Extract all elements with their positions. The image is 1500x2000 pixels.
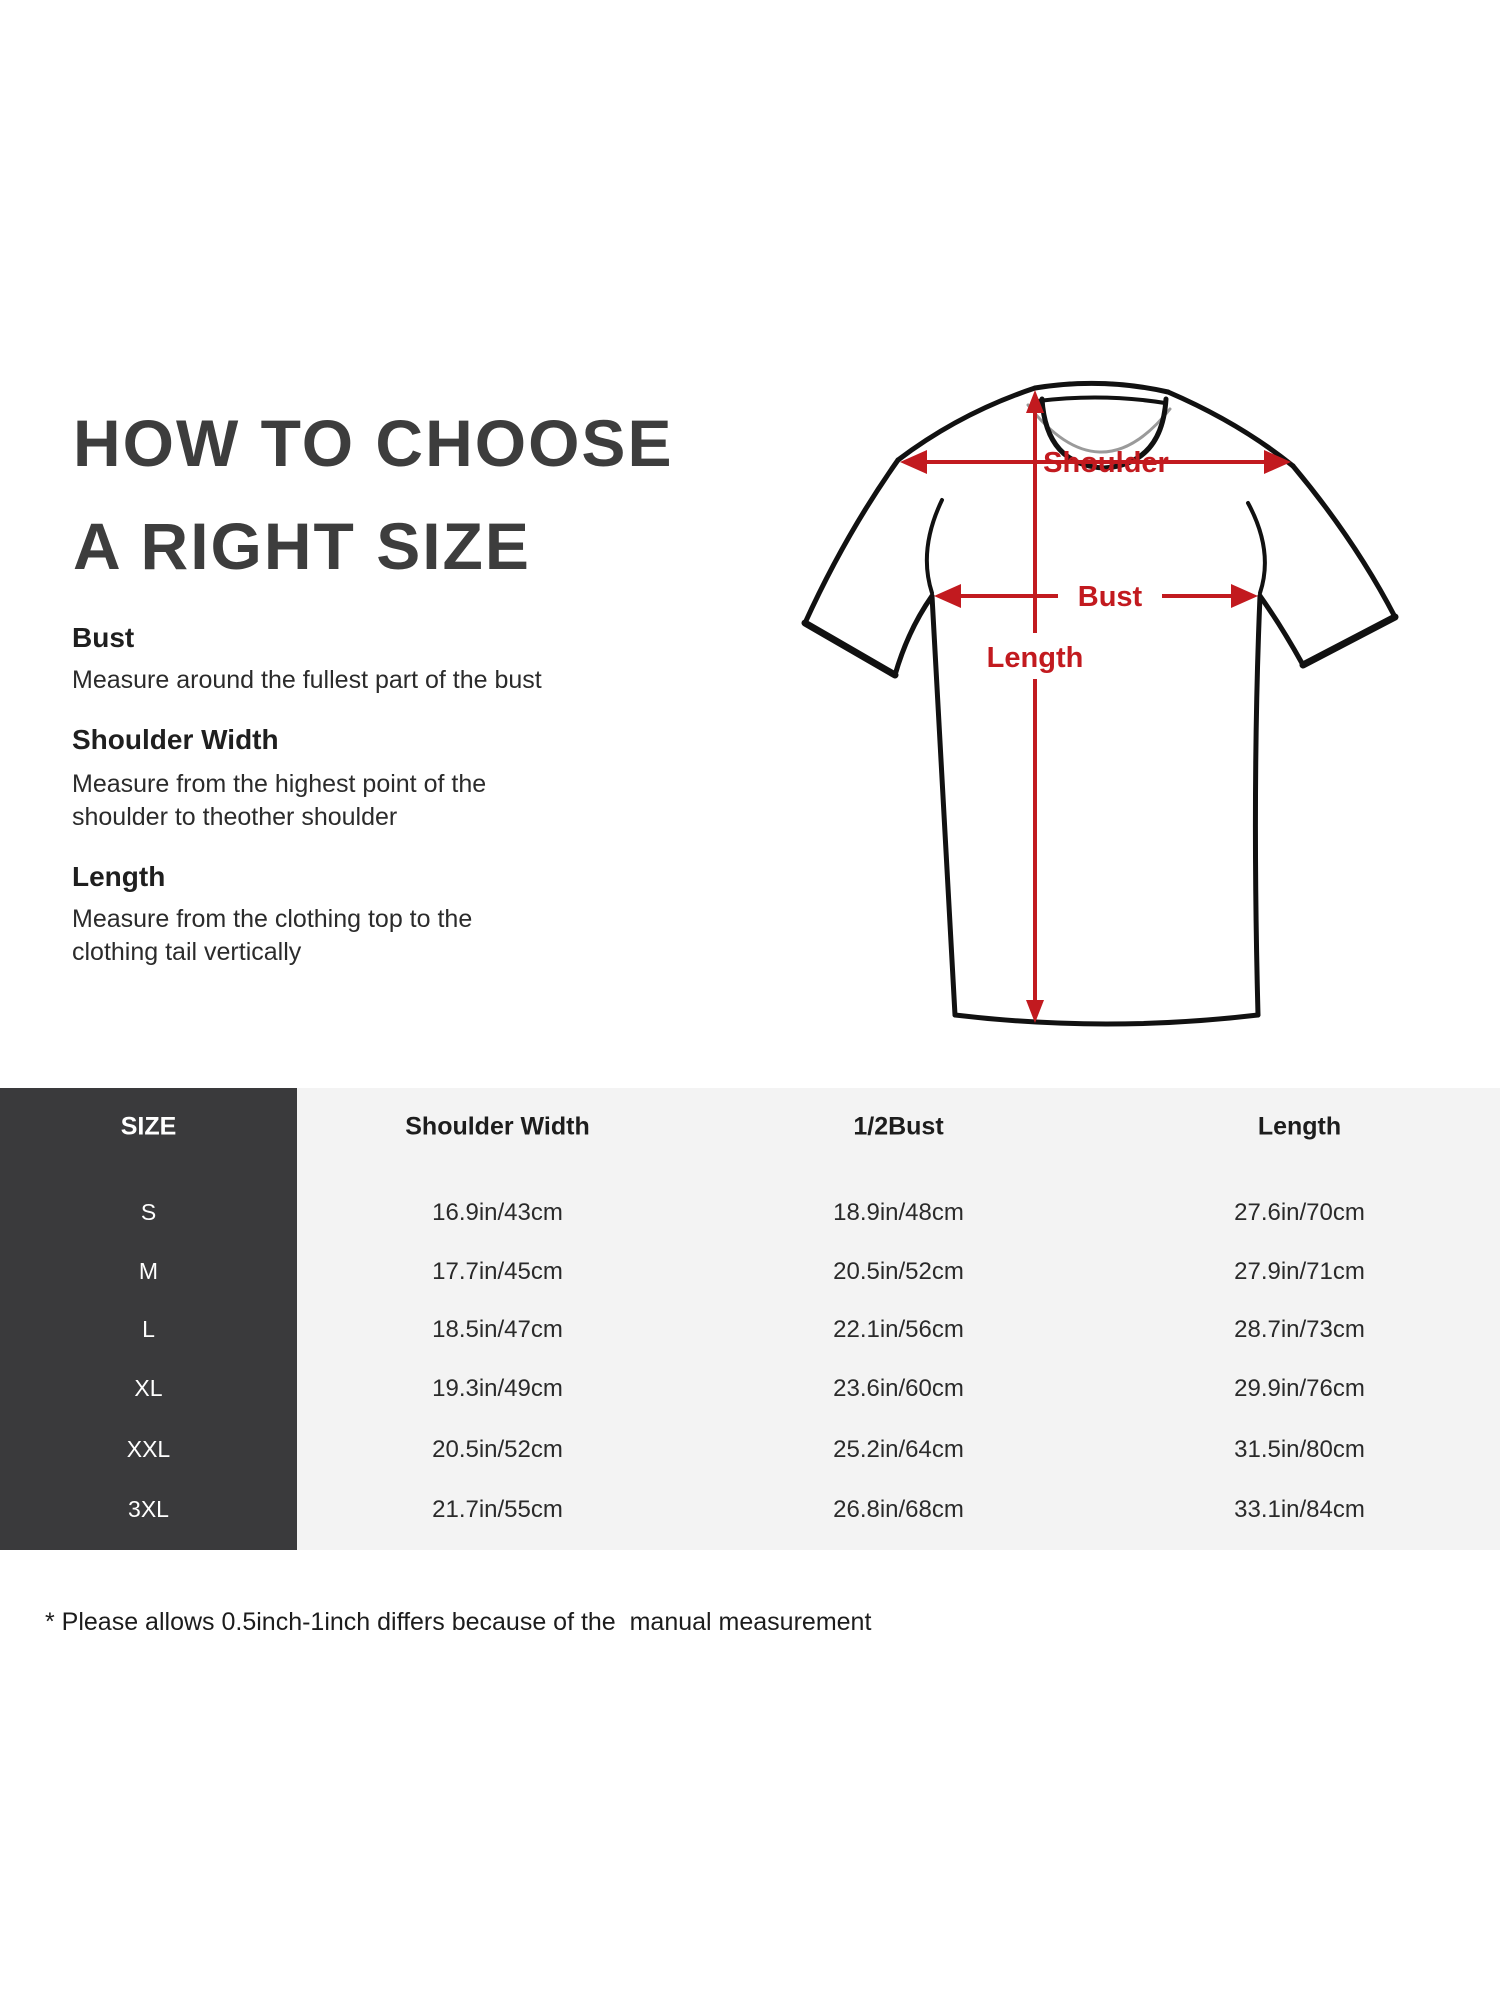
column-header-1-2bust: 1/2Bust — [853, 1112, 944, 1141]
measurement-value: 22.1in/56cm — [833, 1316, 964, 1343]
size-label: XL — [134, 1375, 163, 1401]
size-label: S — [140, 1199, 157, 1225]
measurement-value: 23.6in/60cm — [833, 1375, 964, 1402]
measurement-value: 31.5in/80cm — [1234, 1436, 1365, 1463]
measurement-value: 16.9in/43cm — [432, 1199, 563, 1226]
section-text-shoulder-width — [72, 768, 486, 834]
measurement-value: 28.7in/73cm — [1234, 1316, 1365, 1343]
size-table — [0, 1088, 1500, 1550]
section-text-shoulder-width-line2: shoulder to theother shoulder — [72, 803, 398, 831]
measurement-value: 18.9in/48cm — [833, 1199, 964, 1226]
size-label: L — [142, 1316, 155, 1342]
section-text-length — [72, 903, 472, 969]
page-title — [73, 392, 673, 598]
size-table-row — [0, 1316, 1500, 1344]
column-header-shoulder-width: Shoulder Width — [405, 1112, 590, 1141]
size-table-row — [0, 1496, 1500, 1524]
measurement-value: 29.9in/76cm — [1234, 1375, 1365, 1402]
column-header-length: Length — [1257, 1112, 1342, 1141]
measurement-value: 17.7in/45cm — [432, 1258, 563, 1285]
measurement-value: 26.8in/68cm — [833, 1496, 964, 1523]
tshirt-outline — [805, 383, 1395, 1024]
size-label: 3XL — [128, 1496, 169, 1522]
measurement-value: 25.2in/64cm — [833, 1436, 964, 1463]
size-label: M — [138, 1258, 159, 1284]
measurement-value: 20.5in/52cm — [833, 1258, 964, 1285]
column-header-size: SIZE — [120, 1112, 177, 1141]
size-label: XXL — [126, 1436, 171, 1462]
tshirt-measurement-diagram — [790, 365, 1410, 1055]
size-table-row — [0, 1436, 1500, 1464]
section-text-length-line2: clothing tail vertically — [72, 938, 302, 966]
measurement-value: 27.9in/71cm — [1234, 1258, 1365, 1285]
page-title-line1: HOW TO CHOOSE — [73, 406, 674, 480]
section-heading-shoulder-width: Shoulder Width — [72, 724, 279, 755]
shoulder-label: Shoulder — [1043, 447, 1169, 479]
measurement-value: 33.1in/84cm — [1234, 1496, 1365, 1523]
section-text-shoulder-width-line1: Measure from the highest point of the — [72, 770, 487, 798]
bust-label: Bust — [1077, 581, 1143, 613]
measurement-value: 20.5in/52cm — [432, 1436, 563, 1463]
size-table-row — [0, 1258, 1500, 1286]
section-text-length-line1: Measure from the clothing top to the — [72, 905, 473, 933]
size-table-row — [0, 1375, 1500, 1403]
page-title-line2: A RIGHT SIZE — [73, 509, 531, 583]
size-table-header-row — [0, 1113, 1500, 1142]
section-heading-bust: Bust — [72, 622, 135, 653]
measurement-value: 19.3in/49cm — [432, 1375, 563, 1402]
measurement-value: 21.7in/55cm — [432, 1496, 563, 1523]
section-text-bust: Measure around the fullest part of the bust — [72, 666, 542, 694]
measurement-value: 27.6in/70cm — [1234, 1199, 1365, 1226]
measurement-annotations — [900, 390, 1291, 1023]
size-table-row — [0, 1199, 1500, 1227]
section-heading-length: Length — [72, 861, 166, 892]
measurement-disclaimer: * Please allows 0.5inch-1inch differs because of the manual measurement — [45, 1608, 872, 1636]
length-label: Length — [986, 642, 1084, 674]
length-arrow — [1026, 390, 1044, 1023]
measurement-value: 18.5in/47cm — [432, 1316, 563, 1343]
